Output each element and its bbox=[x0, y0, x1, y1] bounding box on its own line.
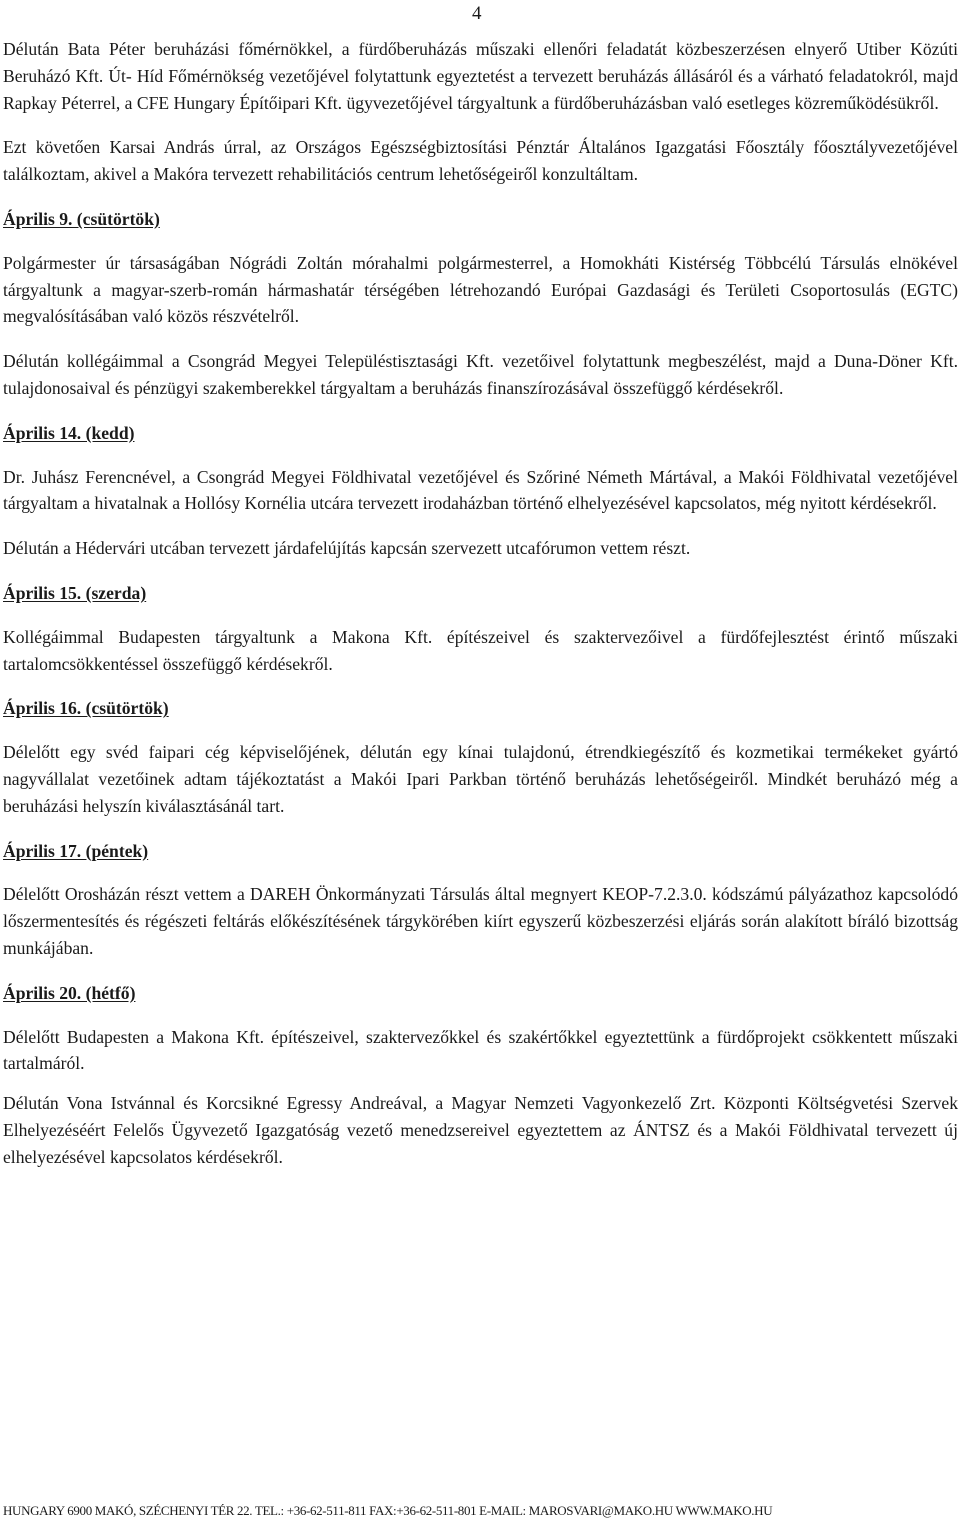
body-paragraph: Délután a Hédervári utcában tervezett járdafelújítás kapcsán szervezett utcafórumon vettem részt. bbox=[3, 538, 691, 559]
page-number: 4 bbox=[472, 3, 482, 24]
body-paragraph: Kollégáimmal Budapesten tárgyaltunk a Makona Kft. építészeivel és szaktervezőivel a fürdőfejlesztést érintő műszaki tartalomcsökkentéssel összefüggő kérdésekről. bbox=[3, 626, 958, 674]
page-footer: HUNGARY 6900 MAKÓ, SZÉCHENYI TÉR 22. TEL.: +36-62-511-811 FAX:+36-62-511-801 E-MAIL: MAROSVARI@MAKO.HU WWW.MAKO.HU bbox=[3, 1503, 773, 1518]
date-heading: Április 15. (szerda) bbox=[3, 582, 147, 603]
body-paragraph: Délelőtt egy svéd faipari cég képviselőjének, délután egy kínai tulajdonú, étrendkiegészítő és kozmetikai termékeket gyártó nagyvállalat vezetőinek adtam tájékoztatást a Makói Ipari Parkban történő beruházás lehetőségeiről. Mindkét beruházó még a beruházási helyszín kiválasztásánál tart. bbox=[3, 742, 958, 816]
body-paragraph: Ezt követően Karsai András úrral, az Országos Egészségbiztosítási Pénztár Általános Igazgatási Főosztály főosztályvezetőjével találkoztam, akivel a Makóra tervezett rehabilitációs centrum lehetőségeiről konzultáltam. bbox=[3, 137, 958, 185]
body-paragraph: Polgármester úr társaságában Nógrádi Zoltán mórahalmi polgármesterrel, a Homokháti Kistérség Többcélú Társulás elnökével tárgyaltunk a magyar-szerb-román hármashatár térségében létrehozandó Európai Gazdasági és Területi Csoportosulás (EGTC) megvalósításában való közös részvételről. bbox=[3, 252, 958, 327]
date-heading: Április 16. (csütörtök) bbox=[3, 698, 169, 719]
body-paragraph: Délelőtt Orosházán részt vettem a DAREH Önkormányzati Társulás által megnyert KEOP-7.2.3.0. kódszámú pályázathoz kapcsolódó lőszermentesítés és régészeti feltárás előkészítésének tárgykörében kiírt egyszerű közbeszerzési eljárás során alakított bíráló bizottság munkájában. bbox=[3, 884, 958, 958]
date-heading: Április 20. (hétfő) bbox=[3, 982, 136, 1003]
body-paragraph: Délután Vona Istvánnal és Korcsikné Egressy Andreával, a Magyar Nemzeti Vagyonkezelő Zrt. Központi Költségvetési Szervek Elhelyezéséért Felelős Ügyvezető Igazgatóság vezető menedzsereivel egyeztettem az ÁNTSZ és a Makói Földhivatal tervezett új elhelyezésével kapcsolatos kérdésekről. bbox=[3, 1093, 958, 1167]
date-heading: Április 14. (kedd) bbox=[3, 422, 135, 443]
body-paragraph: Délelőtt Budapesten a Makona Kft. építészeivel, szaktervezőkkel és szakértőkkel egyeztettünk a fürdőprojekt csökkentett műszaki tartalmáról. bbox=[3, 1026, 958, 1074]
document-body bbox=[3, 36, 958, 1189]
body-paragraph: Délután kollégáimmal a Csongrád Megyei Településtisztasági Kft. vezetőivel folytattunk megbeszélést, majd a Duna-Döner Kft. tulajdonosaival és pénzügyi szakemberekkel tárgyaltam a beruházás finanszírozásával összefüggő kérdésekről. bbox=[3, 351, 958, 398]
body-paragraph: Dr. Juhász Ferencnével, a Csongrád Megyei Földhivatal vezetőjével és Szőriné Németh Mártával, a Makói Földhivatal vezetőjével tárgyaltam a hivatalnak a Hollósy Kornélia utcára tervezett irodaházban történő elhelyezésével kapcsolatos, még nyitott kérdésekről. bbox=[3, 466, 958, 514]
date-heading: Április 17. (péntek) bbox=[3, 840, 149, 861]
body-paragraph: Délután Bata Péter beruházási főmérnökkel, a fürdőberuházás műszaki ellenőri feladatát közbeszerzésen elnyerő Utiber Közúti Beruházó Kft. Út- Híd Főmérnökség vezetőjével folytattunk egyeztetést a tervezett beruházás állásáról és a várható feladatokról, majd Rapkay Péterrel, a CFE Hungary Építőipari Kft. ügyvezetőjével tárgyaltunk a fürdőberuházásban való esetleges közreműködésükről. bbox=[3, 39, 958, 113]
date-heading: Április 9. (csütörtök) bbox=[3, 208, 160, 229]
